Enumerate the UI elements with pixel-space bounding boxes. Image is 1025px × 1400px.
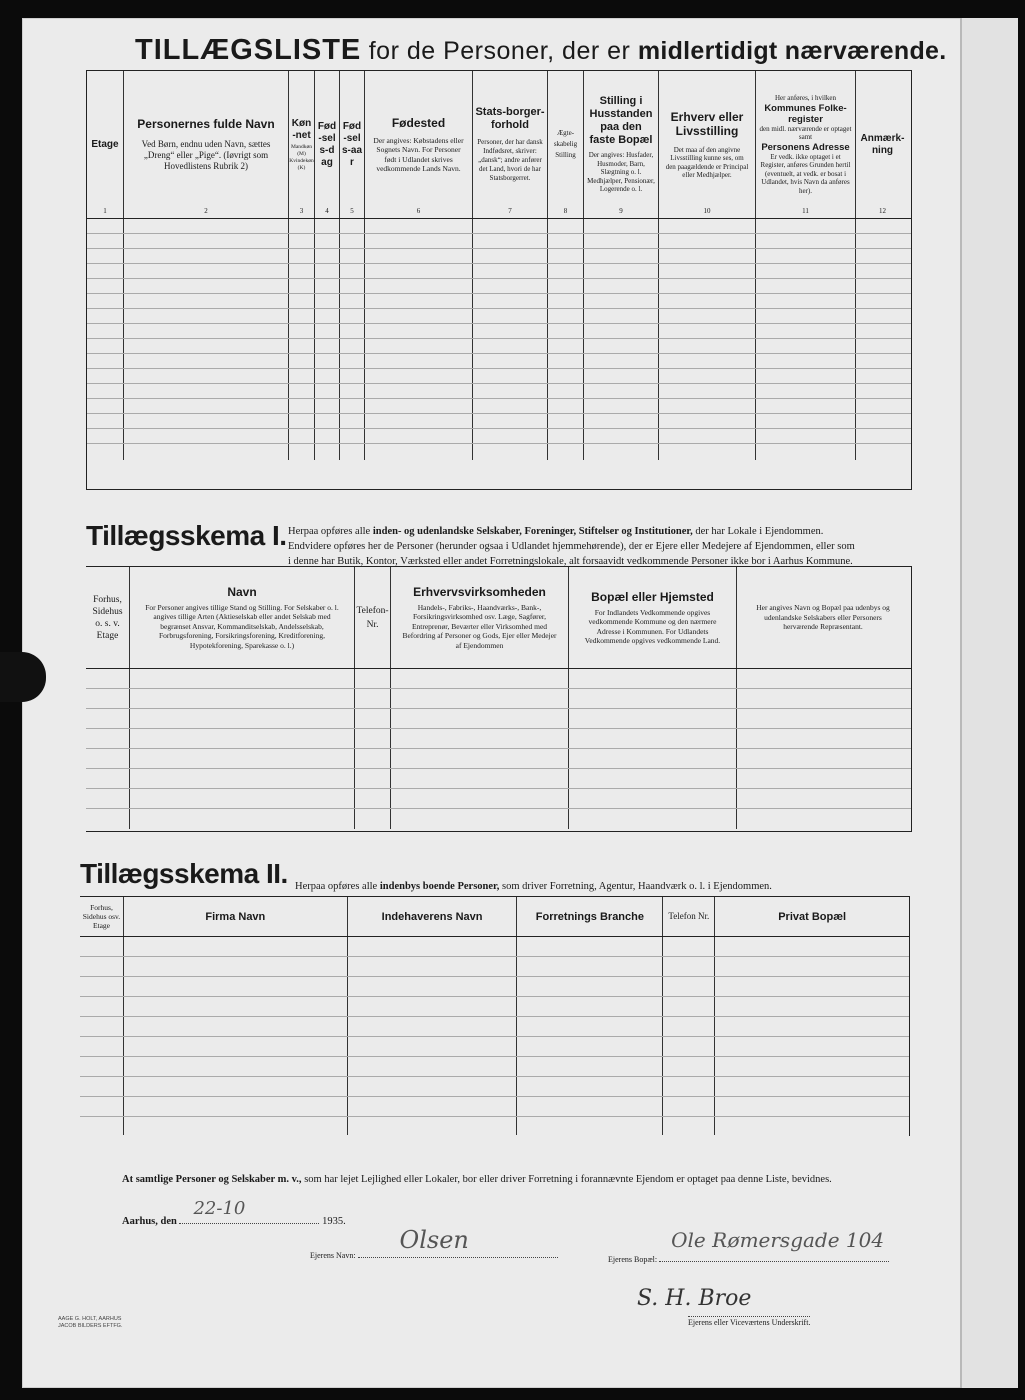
- skema1-header: [86, 567, 911, 669]
- table-row[interactable]: [87, 264, 911, 279]
- skema2-header: [80, 897, 909, 937]
- page-title: [135, 34, 946, 67]
- s1-col-erhvervsvirksomheden: Erhvervsvirksomheden Handels-, Fabriks-, Haandværks-, Bank-, Forsikringsvirksomhed osv. Læge, Sagfører, Entreprenør, Beværter eller Virksomhed med Befordring af Personer og Gods, Ejer eller Medejer af Ejendommen: [391, 567, 569, 668]
- table-row[interactable]: [87, 219, 911, 234]
- s1-col-bopael: Bopæl eller Hjemsted For Indlandets Vedkommende opgives vedkommende Kommune og den nærmere Adresse i Kommunen. For Udlandets Vedkommende opgives vedkommende Land.: [569, 567, 737, 668]
- table-row[interactable]: [86, 729, 911, 749]
- table-row[interactable]: [86, 749, 911, 769]
- skema1-table: [86, 566, 912, 832]
- table-row[interactable]: [80, 1077, 909, 1097]
- s2-col-firma-navn: Firma Navn: [124, 897, 348, 936]
- title-bold-2: midlertidigt nærværende.: [637, 37, 947, 65]
- col-fulde-navn: Personernes fulde Navn Ved Børn, endnu uden Navn, sættes „Dreng“ eller „Pige“. (Iøvrigt som Hovedlistens Rubrik 2) 2: [124, 71, 289, 218]
- table-row[interactable]: [86, 669, 911, 689]
- col-etage: Etage 1: [87, 71, 124, 218]
- s2-col-etage: Forhus, Sidehus osv. Etage: [80, 897, 124, 936]
- main-register-table: [86, 70, 912, 490]
- skema1-description: Herpaa opføres alle inden- og udenlandske Selskaber, Foreninger, Stiftelser og Institutioner, der har Lokale i Ejendommen. Endvidere opføres her de Personer (herunder ogsaa i Udlandet hjemmehørende), der er Ejere eller Medejere af Ejendommen, eller som i denne har Butik, Kontor, Værksted eller andet Forretningslokale, alt forsaavidt vedkommende Personer ikke bor i Aarhus Kommune.: [288, 526, 855, 567]
- table-row[interactable]: [86, 689, 911, 709]
- s2-col-telefon: Telefon Nr.: [663, 897, 715, 936]
- s2-col-forretnings-branche: Forretnings Branche: [517, 897, 663, 936]
- table-row[interactable]: [80, 1097, 909, 1117]
- s1-col-etage: Forhus, Sidehus o. s. v. Etage: [86, 567, 130, 668]
- main-table-header: [87, 71, 911, 219]
- table-row[interactable]: [80, 957, 909, 977]
- col-foedselsdag: Fød-sels-dag 4: [315, 71, 340, 218]
- title-middle: for de Personer, der er: [368, 37, 631, 65]
- table-row[interactable]: [80, 1037, 909, 1057]
- table-row[interactable]: [80, 977, 909, 997]
- table-row[interactable]: [86, 709, 911, 729]
- table-row[interactable]: [87, 279, 911, 294]
- s1-col-telefon: Telefon-Nr.: [355, 567, 391, 668]
- table-row[interactable]: [80, 1117, 909, 1135]
- owner-address-handwritten: Ole Rømersgade 104: [671, 1228, 885, 1252]
- col-erhverv-livsstilling: Erhverv eller Livsstilling Det maa af den angivne Livsstilling kunne ses, om den paagældende er Principal eller Medhjælper. 10: [659, 71, 756, 218]
- col-anmaerkning: Anmærk-ning 12: [860, 132, 905, 215]
- title-bold-1: TILLÆGSLISTE: [135, 34, 362, 66]
- table-row[interactable]: [87, 339, 911, 354]
- attestation-text: At samtlige Personer og Selskaber m. v., som har lejet Lejlighed eller Lokaler, bor eller driver Forretning i forannævnte Ejendom er optaget paa denne Liste, bevidnes.: [122, 1174, 832, 1185]
- col-foedested: Fødested Der angives: Købstadens eller Sognets Navn. For Personer født i Udlandet skrives vedkommende Lands Navn. 6: [365, 71, 473, 218]
- signature-handwritten: S. H. Broe: [637, 1286, 752, 1311]
- col-aegteskabelig-stilling: Ægte-skabelig Stilling 8: [548, 71, 584, 218]
- col-koen: Køn-net Mandkøn (M) Kvindekøn (K) 3: [289, 71, 315, 218]
- printer-imprint: AAGE G. HOLT, AARHUS JACOB BILDERS EFTFG.: [58, 1316, 123, 1329]
- owner-address-line: Ejerens Bopæl: Ole Rømersgade 104: [608, 1250, 889, 1264]
- table-row[interactable]: [87, 294, 911, 309]
- binder-clip: [0, 652, 46, 702]
- table-row[interactable]: [87, 429, 911, 444]
- table-row[interactable]: [80, 1017, 909, 1037]
- col-stilling-husstanden: Stilling i Husstanden paa den faste Bopæl Der angives: Husfader, Husmoder, Barn, Slægtning o. l. Medhjælper, Pensionær, Logerende o. l. 9: [584, 71, 659, 218]
- col-statsborgerforhold: Stats-borger-forhold Personer, der har dansk Indfødsret, skriver: „dansk“; andre anfører det Land, hvori de har Statsborgerret. 7: [473, 71, 548, 218]
- table-row[interactable]: [87, 234, 911, 249]
- signature-line: [635, 1286, 751, 1311]
- table-row[interactable]: [87, 324, 911, 339]
- owner-name-handwritten: Olsen: [399, 1226, 469, 1254]
- s1-col-repraesentant: Her angives Navn og Bopæl paa udenbys og udenlandske Selskabers eller Personers herværende Repræsentant.: [756, 603, 890, 632]
- skema2-table: [80, 896, 910, 1136]
- col-foedselsaar: Fød-sels-aar 5: [340, 71, 365, 218]
- skema1-title: Tillægsskema I.: [86, 520, 287, 551]
- s1-col-navn: Navn For Personer angives tillige Stand og Stilling. For Selskaber o. l. angives tillige Arten (Aktieselskab eller andet Selskab med begrænset Ansvar, Kommanditselskab, Andelsselskab, Forbrugsforening, Forsikringsforening, Kreditforening, Hypotekforening, Sparekasse o. l.): [130, 567, 355, 668]
- table-row[interactable]: [87, 309, 911, 324]
- table-row[interactable]: [86, 769, 911, 789]
- table-row[interactable]: [87, 384, 911, 399]
- signature-label: Ejerens eller Viceværtens Underskrift.: [688, 1318, 811, 1327]
- table-row[interactable]: [86, 789, 911, 809]
- table-row[interactable]: [87, 249, 911, 264]
- table-row[interactable]: [87, 444, 911, 460]
- main-table-body: [87, 219, 911, 460]
- table-row[interactable]: [86, 809, 911, 829]
- table-row[interactable]: [80, 1057, 909, 1077]
- owner-name-line: Ejerens Navn: Olsen: [310, 1246, 558, 1260]
- table-row[interactable]: [80, 937, 909, 957]
- s2-col-indehaverens-navn: Indehaverens Navn: [348, 897, 518, 936]
- skema2-description: Herpaa opføres alle indenbys boende Personer, som driver Forretning, Agentur, Haandværk o. l. i Ejendommen.: [295, 881, 772, 892]
- date-handwritten: 22-10: [193, 1198, 246, 1219]
- skema1-body: [86, 669, 911, 829]
- date-line: Aarhus, den 22-10 1935.: [122, 1198, 346, 1227]
- col-folkeregister: Her anføres, i hvilken Kommunes Folke-register den midl. nærværende er optaget samt Personens Adresse Er vedk. ikke optaget i et Register, anføres Grunden hertil (eventuelt, at vedk. er bosat i Udlandet, hvis Navn da anføres her). 11: [756, 71, 856, 218]
- skema2-body: [80, 937, 909, 1135]
- table-row[interactable]: [87, 354, 911, 369]
- s2-col-privat-bopael: Privat Bopæl: [778, 910, 847, 923]
- table-row[interactable]: [87, 369, 911, 384]
- next-page-edge: [960, 18, 1018, 1388]
- table-row[interactable]: [87, 399, 911, 414]
- skema2-title: Tillægsskema II.: [80, 858, 288, 889]
- table-row[interactable]: [80, 997, 909, 1017]
- table-row[interactable]: [87, 414, 911, 429]
